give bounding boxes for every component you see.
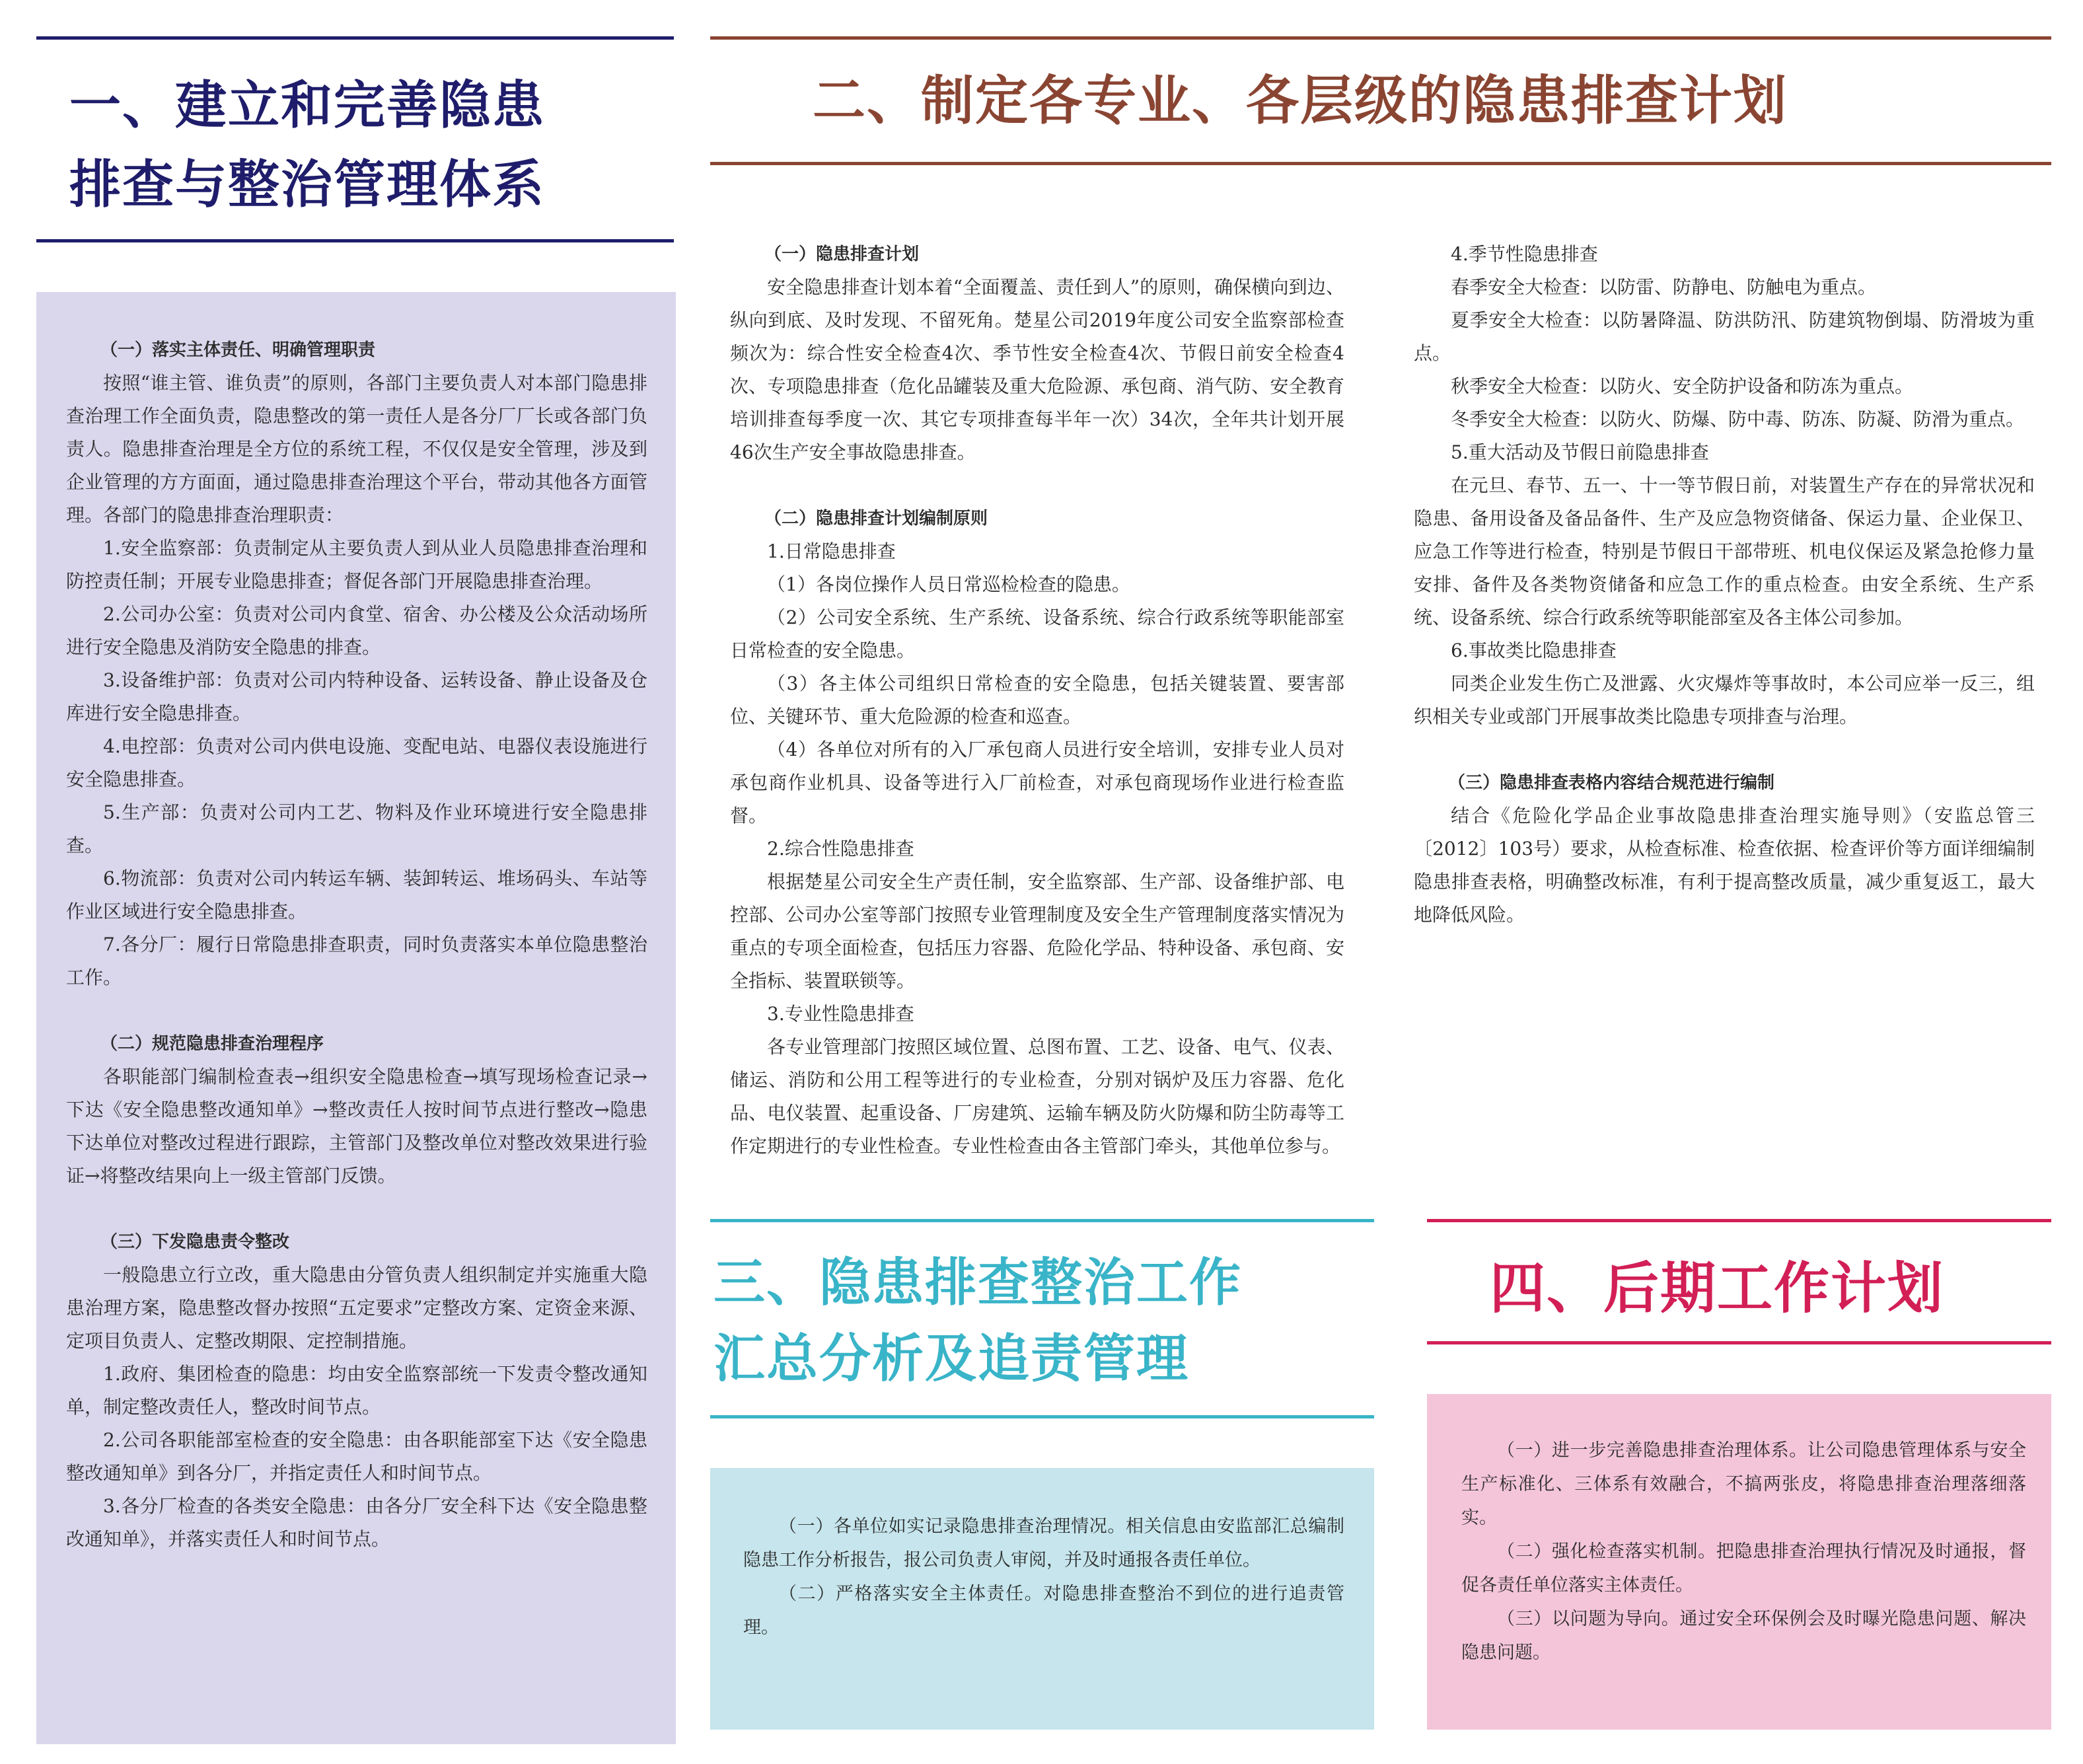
sec1-duty-item: 7.各分厂：履行日常隐患排查职责，同时负责落实本单位隐患整治工作。 <box>66 934 647 988</box>
sec2-paragraph: 结合《危险化学品企业事故隐患排查治理实施导则》（安监总管三〔2012〕103号）要求，从检查标准、检查依据、检查评价等方面详细编制隐患排查表格，明确整改标准，有利于提高整改质量，减少重复返工，最大地降低风险。 <box>1414 805 2035 926</box>
sec3-body <box>743 1510 1344 1644</box>
sec4-title: 四、后期工作计划 <box>1490 1256 1945 1321</box>
sec1-duty-item: 3.设备维护部：负责对公司内特种设备、运转设备、静止设备及仓库进行安全隐患排查。 <box>66 669 647 724</box>
sec1-top-rule <box>36 36 674 40</box>
sec2-item: 根据楚星公司安全生产责任制，安全监察部、生产部、设备维护部、电控部、公司办公室等部门按照专业管理制度及安全生产管理制度落实情况为重点的专项全面检查，包括压力容器、危险化学品、特种设备、承包商、安全指标、装置联锁等。 <box>730 871 1344 992</box>
sec3-top-rule <box>710 1219 1374 1222</box>
sec4-body <box>1461 1434 2026 1670</box>
sec2-item-heading: 1.日常隐患排查 <box>767 540 896 562</box>
sec3-title: 三、隐患排查整治工作 汇总分析及追责管理 <box>713 1253 1243 1389</box>
sec2-item: （1）各岗位操作人员日常巡检检查的隐患。 <box>767 573 1130 595</box>
sec2-item-heading: 5.重大活动及节假日前隐患排查 <box>1451 441 1709 463</box>
sec2-item: （2）公司安全系统、生产系统、设备系统、综合行政系统等职能部室日常检查的安全隐患。 <box>730 606 1344 661</box>
sec2-item: 各专业管理部门按照区域位置、总图布置、工艺、设备、电气、仪表、储运、消防和公用工程等进行的专业检查，分别对锅炉及压力容器、危化品、电仪装置、起重设备、厂房建筑、运输车辆及防火防爆和防尘防毒等工作定期进行的专业性检查。专业性检查由各主管部门牵头，其他单位参与。 <box>730 1036 1344 1157</box>
sec2-item: 冬季安全大检查：以防火、防爆、防中毒、防冻、防凝、防滑为重点。 <box>1451 408 2025 430</box>
sec3-bottom-rule <box>710 1415 1374 1418</box>
sec2-item: （4）各单位对所有的入厂承包商人员进行安全培训，安排专业人员对承包商作业机具、设备等进行入厂前检查，对承包商现场作业进行检查监督。 <box>730 739 1344 827</box>
sec1-duty-item: 1.安全监察部：负责制定从主要负责人到从业人员隐患排查治理和防控责任制；开展专业隐患排查；督促各部门开展隐患排查治理。 <box>66 537 647 592</box>
sec1-subheading-2: （二）规范隐患排查治理程序 <box>100 1034 324 1054</box>
sec4-bottom-rule <box>1427 1341 2051 1344</box>
sec1-rectify-item: 2.公司各职能部室检查的安全隐患：由各职能部室下达《安全隐患整改通知单》到各分厂，并指定责任人和时间节点。 <box>66 1429 647 1484</box>
sec2-item: 同类企业发生伤亡及泄露、火灾爆炸等事故时，本公司应举一反三，组织相关专业或部门开展事故类比隐患专项排查与治理。 <box>1414 673 2035 727</box>
sec1-duty-item: 5.生产部：负责对公司内工艺、物料及作业环境进行安全隐患排查。 <box>66 801 647 856</box>
sec2-item: 在元旦、春节、五一、十一等节假日前，对装置生产存在的异常状况和隐患、备用设备及备品备件、生产及应急物资储备、保运力量、企业保卫、应急工作等进行检查，特别是节假日干部带班、机电仪保运及紧急抢修力量安排、备件及各类物资储备和应急工作的重点检查。由安全系统、生产系统、设备系统、综合行政系统等职能部室及各主体公司参加。 <box>1414 474 2035 628</box>
sec1-duty-item: 2.公司办公室：负责对公司内食堂、宿舍、办公楼及公众活动场所进行安全隐患及消防安全隐患的排查。 <box>66 603 647 658</box>
sec2-left-column <box>730 238 1344 1163</box>
sec1-paragraph: 按照“谁主管、谁负责”的原则，各部门主要负责人对本部门隐患排查治理工作全面负责，隐患整改的第一责任人是各分厂厂长或各部门负责人。隐患排查治理是全方位的系统工程，不仅仅是安全管理，涉及到企业管理的方方面面，通过隐患排查治理这个平台，带动其他各方面管理。各部门的隐患排查治理职责： <box>66 372 647 526</box>
sec2-item: 秋季安全大检查：以防火、安全防护设备和防冻为重点。 <box>1451 375 1914 397</box>
sec2-bottom-rule <box>710 162 2051 165</box>
sec1-subheading-1: （一）落实主体责任、明确管理职责 <box>100 340 376 360</box>
sec4-top-rule <box>1427 1219 2051 1222</box>
sec2-item: （3）各主体公司组织日常检查的安全隐患，包括关键装置、要害部位、关键环节、重大危险源的检查和巡查。 <box>730 673 1344 727</box>
sec2-item-heading: 2.综合性隐患排查 <box>767 838 914 860</box>
sec4-paragraph: （三）以问题为导向。通过安全环保例会及时曝光隐患问题、解决隐患问题。 <box>1461 1609 2026 1663</box>
sec2-item-heading: 6.事故类比隐患排查 <box>1451 640 1617 661</box>
sec4-paragraph: （一）进一步完善隐患排查治理体系。让公司隐患管理体系与安全生产标准化、三体系有效融合，不搞两张皮，将隐患排查治理落细落实。 <box>1461 1440 2026 1528</box>
sec1-duty-item: 6.物流部：负责对公司内转运车辆、装卸转运、堆场码头、车站等作业区域进行安全隐患排查。 <box>66 867 647 922</box>
sec1-title: 一、建立和完善隐患 排查与整治管理体系 <box>69 76 546 215</box>
sec2-item-heading: 4.季节性隐患排查 <box>1451 243 1598 265</box>
sec1-body <box>66 334 647 1556</box>
sec1-subheading-3: （三）下发隐患责令整改 <box>100 1232 290 1252</box>
sec2-subheading-2: （二）隐患排查计划编制原则 <box>764 509 988 529</box>
sec2-title: 二、制定各专业、各层级的隐患排查计划 <box>813 70 1788 131</box>
sec2-subheading-1: （一）隐患排查计划 <box>764 244 920 264</box>
sec4-paragraph: （二）强化检查落实机制。把隐患排查治理执行情况及时通报，督促各责任单位落实主体责任。 <box>1461 1541 2026 1596</box>
sec2-subheading-3: （三）隐患排查表格内容结合规范进行编制 <box>1448 773 1775 793</box>
sec1-duty-item: 4.电控部：负责对公司内供电设施、变配电站、电器仪表设施进行安全隐患排查。 <box>66 735 647 790</box>
sec3-paragraph: （一）各单位如实记录隐患排查治理情况。相关信息由安监部汇总编制隐患工作分析报告，报公司负责人审阅，并及时通报各责任单位。 <box>743 1516 1344 1570</box>
sec1-paragraph: 一般隐患立行立改，重大隐患由分管负责人组织制定并实施重大隐患治理方案，隐患整改督办按照“五定要求”定整改方案、定资金来源、定项目负责人、定整改期限、定控制措施。 <box>66 1264 647 1352</box>
sec2-item: 夏季安全大检查：以防暑降温、防洪防汛、防建筑物倒塌、防滑坡为重点。 <box>1414 309 2035 364</box>
sec1-rectify-item: 3.各分厂检查的各类安全隐患：由各分厂安全科下达《安全隐患整改通知单》，并落实责任人和时间节点。 <box>66 1495 647 1550</box>
sec1-rectify-item: 1.政府、集团检查的隐患：均由安全监察部统一下发责令整改通知单，制定整改责任人，整改时间节点。 <box>66 1363 647 1418</box>
sec2-paragraph: 安全隐患排查计划本着“全面覆盖、责任到人”的原则，确保横向到边、纵向到底、及时发现、不留死角。楚星公司2019年度公司安全监察部检查频次为：综合性安全检查4次、季节性安全检查4次、节假日前安全检查4次、专项隐患排查（危化品罐装及重大危险源、承包商、消气防、安全教育培训排查每季度一次、其它专项排查每半年一次）34次，全年共计划开展46次生产安全事故隐患排查。 <box>730 276 1344 463</box>
sec2-item: 春季安全大检查：以防雷、防静电、防触电为重点。 <box>1451 276 1877 298</box>
sec2-item-heading: 3.专业性隐患排查 <box>767 1003 914 1025</box>
sec1-paragraph: 各职能部门编制检查表→组织安全隐患检查→填写现场检查记录→下达《安全隐患整改通知单》→整改责任人按时间节点进行整改→隐患下达单位对整改过程进行跟踪，主管部门及整改单位对整改效果进行验证→将整改结果向上一级主管部门反馈。 <box>66 1066 647 1187</box>
sec2-right-column <box>1414 238 2035 932</box>
sec3-paragraph: （二）严格落实安全主体责任。对隐患排查整治不到位的进行追责管理。 <box>743 1584 1344 1638</box>
sec2-top-rule <box>710 36 2051 40</box>
sec1-bottom-rule <box>36 239 674 242</box>
